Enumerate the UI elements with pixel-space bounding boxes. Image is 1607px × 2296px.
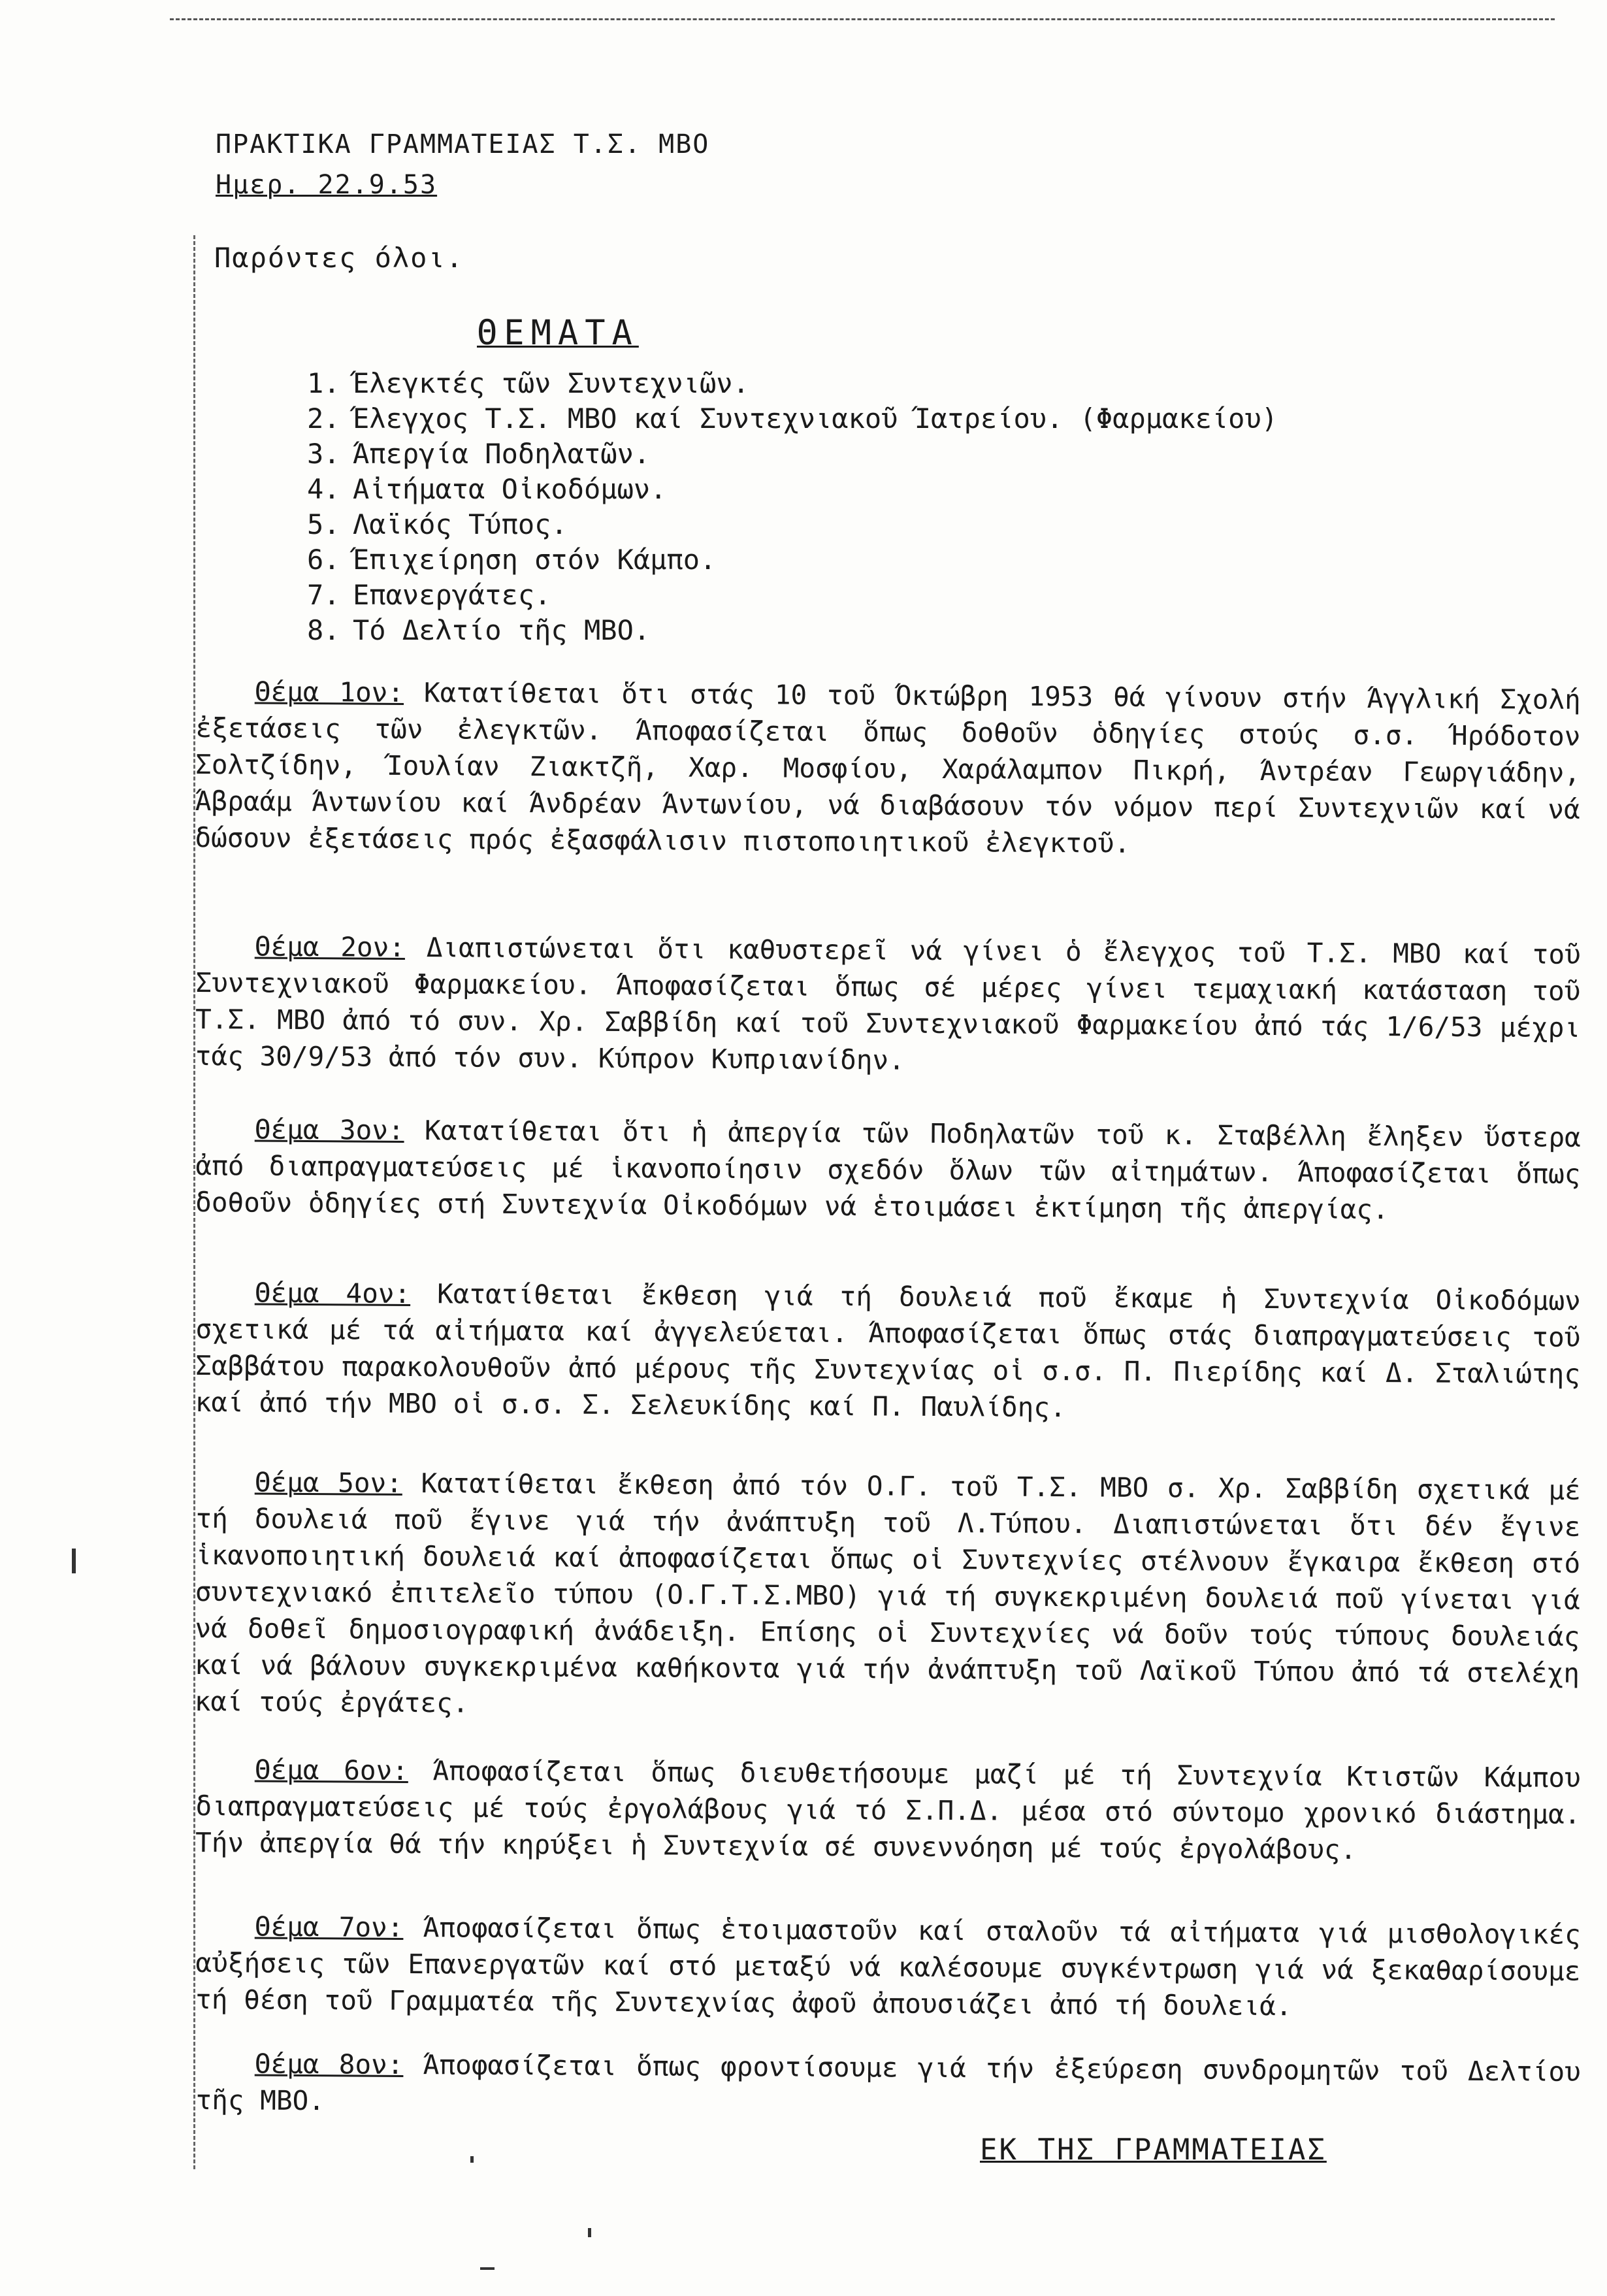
item-heading: Θέμα 1ον: xyxy=(254,676,404,708)
item-body: Κατατίθεται ἔκθεση γιά τή δουλειά ποῦ ἔκαμε ἡ Συντεχνία Οἰκοδόμων σχετικά μέ τά αἰτήματα καί ἀγγελεύεται. Άποφασίζεται ὅπως στάς διαπραγματεύσεις τοῦ Σαββάτου παρακολουθοῦν ἀπό μέρους τῆς Συντεχνίας οἱ σ.σ. Π. Πιερίδης καί Δ. Σταλιώτης καί ἀπό τήν ΜΒΟ οἱ σ.σ. Σ. Σελευκίδης καί Π. Παυλίδης. xyxy=(195,1278,1581,1424)
minutes-item-6 xyxy=(195,1751,1581,1869)
item-body: Κατατίθεται ὅτι ἡ ἀπεργία τῶν Ποδηλατῶν τοῦ κ. Σταβέλλη ἔληξεν ὕστερα ἀπό διαπραγματεύσεις μέ ἱκανοποίησιν σχεδόν ὅλων τῶν αἰτημάτων. Άποφασίζεται ὅπως δοθοῦν ὁδηγίες στή Συντεχνία Οἰκοδόμων νά ἑτοιμάσει ἐκτίμηση τῆς ἀπεργίας. xyxy=(195,1115,1581,1226)
agenda-text: Άπεργία Ποδηλατῶν. xyxy=(353,438,651,470)
signature-line: ΕΚ ΤΗΣ ΓΡΑΜΜΑΤΕΙΑΣ xyxy=(980,2133,1327,2167)
agenda-text: Λαϊκός Τύπος. xyxy=(353,508,568,540)
minutes-item-7 xyxy=(195,1908,1581,2026)
item-heading: Θέμα 8ον: xyxy=(254,2048,404,2080)
item-body: Κατατίθεται ὅτι στάς 10 τοῦ Όκτώβρη 1953 θά γίνουν στήν Άγγλική Σχολή ἐξετάσεις τῶν ἐλεγκτῶν. Άποφασίζεται ὅπως δοθοῦν ὁδηγίες στούς σ.σ. Ήρόδοτον Σολτζίδην, Ίουλίαν Ζιακτζῆ, Χαρ. Μοσφίου, Χαράλαμπον Πικρή, Άντρέαν Γεωργιάδην, Άβραάμ Άντωνίου καί Άνδρέαν Άντωνίου, νά διαβάσουν τόν νόμον περί Συντεχνιῶν καί νά δώσουν ἐξετάσεις πρός ἐξασφάλισιν πιστοποιητικοῦ ἐλεγκτοῦ. xyxy=(195,677,1581,859)
item-heading: Θέμα 2ον: xyxy=(254,930,406,963)
top-scan-edge xyxy=(170,18,1555,20)
item-body: Κατατίθεται ἔκθεση ἀπό τόν Ο.Γ. τοῦ Τ.Σ. ΜΒΟ σ. Χρ. Σαββίδη σχετικά μέ τή δουλειά ποῦ ἔγινε γιά τήν ἀνάπτυξη τοῦ Λ.Τύπου. Διαπιστώνεται ὅτι δέν ἔγινε ἱκανοποιητική δουλειά καί ἀποφασίζεται ὅπως οἱ Συντεχνίες στέλνουν ἔγκαιρα ἔκθεση στό συντεχνιακό ἐπιτελεῖο τύπου (Ο.Γ.Τ.Σ.ΜΒΟ) γιά τή συγκεκριμένη δουλειά ποῦ γίνεται γιά νά δοθεῖ δημοσιογραφική ἀνάδειξη. Επίσης οἱ Συντεχνίες νά δοῦν τούς τύπους δουλειάς καί νά βάλουν συγκεκριμένα καθήκοντα γιά τήν ἀνάπτυξη τοῦ Λαϊκοῦ Τύπου ἀπό τά στελέχη καί τούς ἐργάτες. xyxy=(194,1468,1581,1719)
scan-speck xyxy=(588,2228,591,2237)
agenda-number: 2. xyxy=(307,402,340,435)
minutes-item-3 xyxy=(195,1111,1581,1229)
agenda-number: 3. xyxy=(307,438,340,470)
agenda-number: 4. xyxy=(307,473,340,505)
minutes-item-4 xyxy=(195,1274,1581,1429)
header-date: Ημερ. 22.9.53 xyxy=(216,170,438,200)
agenda-text: Έπιχείρηση στόν Κάμπο. xyxy=(353,544,717,576)
agenda-item xyxy=(307,542,1278,578)
agenda-list xyxy=(307,366,1278,648)
item-heading: Θέμα 6ον: xyxy=(254,1754,409,1786)
minutes-item-2 xyxy=(195,928,1581,1083)
item-heading: Θέμα 3ον: xyxy=(254,1113,404,1146)
agenda-item xyxy=(307,472,1278,507)
agenda-item xyxy=(307,613,1278,648)
minutes-header xyxy=(216,124,709,205)
minutes-item-8 xyxy=(195,2045,1581,2127)
scan-speck xyxy=(470,2156,474,2163)
agenda-number: 7. xyxy=(307,579,340,611)
agenda-number: 5. xyxy=(307,508,340,540)
agenda-text: Επανεργάτες. xyxy=(353,579,551,611)
agenda-item xyxy=(307,436,1278,472)
item-heading: Θέμα 5ον: xyxy=(254,1466,403,1499)
scan-speck xyxy=(72,1549,76,1573)
agenda-number: 1. xyxy=(307,367,340,399)
scan-speck xyxy=(480,2267,495,2270)
agenda-number: 8. xyxy=(307,614,340,646)
agenda-text: Έλεγχος Τ.Σ. ΜΒΟ καί Συντεχνιακοῦ Ίατρείου. (Φαρμακείου) xyxy=(353,402,1278,435)
minutes-item-5 xyxy=(195,1464,1581,1728)
attendance-line: Παρόντες όλοι. xyxy=(214,242,464,274)
item-heading: Θέμα 7ον: xyxy=(254,1911,404,1943)
minutes-item-1 xyxy=(195,673,1581,864)
agenda-number: 6. xyxy=(307,544,340,576)
item-body: Άποφασίζεται ὅπως φροντίσουμε γιά τήν ἐξεύρεση συνδρομητῶν τοῦ Δελτίου τῆς ΜΒΟ. xyxy=(195,2049,1581,2117)
agenda-title: ΘΕΜΑΤΑ xyxy=(477,314,639,353)
item-body: Διαπιστώνεται ὅτι καθυστερεῖ νά γίνει ὁ ἔλεγχος τοῦ Τ.Σ. ΜΒΟ καί τοῦ Συντεχνιακοῦ Φαρμακείου. Άποφασίζεται ὅπως σέ μέρες γίνει τεμαχιακή κατάσταση τοῦ Τ.Σ. ΜΒΟ ἀπό τό συν. Χρ. Σαββίδη καί τοῦ Συντεχνιακοῦ Φαρμακείου ἀπό τάς 1/6/53 μέχρι τάς 30/9/53 ἀπό τόν συν. Κύπρον Κυπριανίδην. xyxy=(195,932,1581,1076)
item-body: Άποφασίζεται ὅπως διευθετήσουμε μαζί μέ τή Συντεχνία Κτιστῶν Κάμπου διαπραγματεύσεις μέ τούς ἐργολάβους γιά τό Σ.Π.Δ. μέσα στό σύντομο χρονικό διάστημα. Τήν ἀπεργία θά τήν κηρύξει ἡ Συντεχνία σέ συνεννόηση μέ τούς ἐργολάβους. xyxy=(195,1755,1581,1865)
agenda-item xyxy=(307,578,1278,613)
agenda-text: Έλεγκτές τῶν Συντεχνιῶν. xyxy=(353,367,749,399)
agenda-item xyxy=(307,366,1278,401)
agenda-item xyxy=(307,401,1278,436)
agenda-item xyxy=(307,507,1278,542)
agenda-text: Αἰτήματα Οἰκοδόμων. xyxy=(353,473,667,505)
agenda-text: Τό Δελτίο τῆς ΜΒΟ. xyxy=(353,614,651,646)
item-heading: Θέμα 4ον: xyxy=(254,1277,411,1310)
item-body: Άποφασίζεται ὅπως ἑτοιμαστοῦν καί σταλοῦν τά αἰτήματα γιά μισθολογικές αὐξήσεις τῶν Επανεργατῶν καί στό μεταξύ νά καλέσουμε συγκέντρωση γιά νά ξεκαθαρίσουμε τή θέση τοῦ Γραμματέα τῆς Συντεχνίας ἀφοῦ ἀπουσιάζει ἀπό τή δουλειά. xyxy=(195,1912,1581,2022)
header-title: ΠΡΑΚΤΙΚΑ ΓΡΑΜΜΑΤΕΙΑΣ Τ.Σ. ΜΒΟ xyxy=(216,129,710,159)
